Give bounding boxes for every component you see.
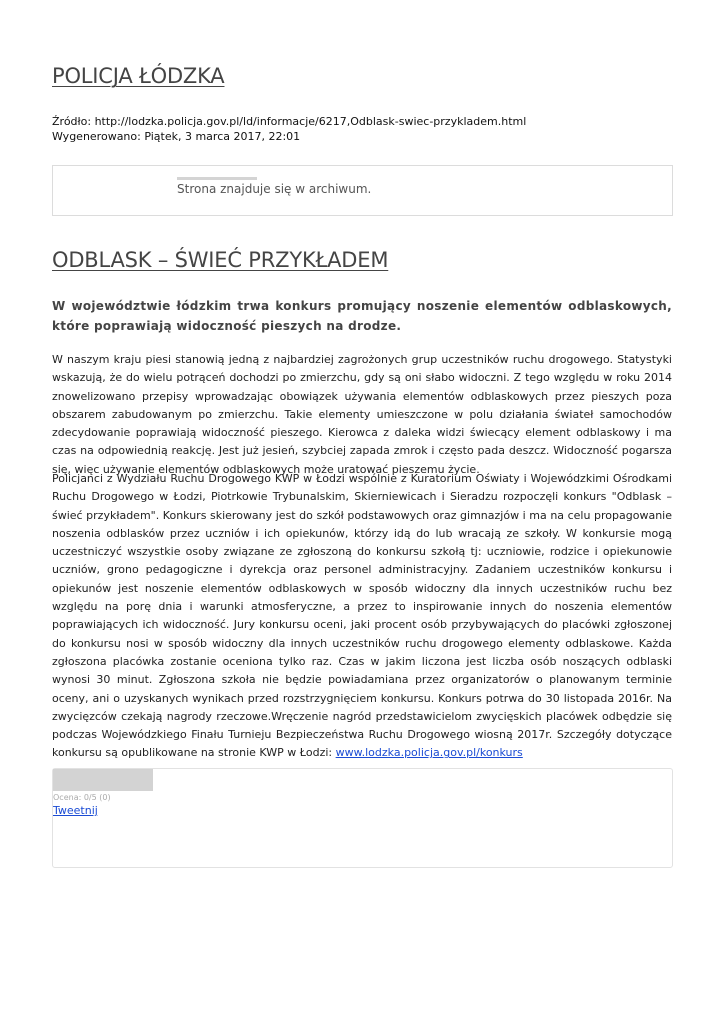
archive-notice: Strona znajduje się w archiwum.	[177, 182, 372, 196]
site-title: POLICJA ŁÓDZKA	[52, 64, 225, 88]
article-paragraph-2	[52, 470, 672, 763]
rating-box	[52, 768, 673, 868]
archive-bar	[177, 177, 257, 180]
konkurs-link[interactable]: www.lodzka.policja.gov.pl/konkurs	[335, 746, 523, 760]
archive-notice-box	[52, 165, 673, 216]
rating-stars-bar[interactable]	[53, 769, 153, 791]
generated-line: Wygenerowano: Piątek, 3 marca 2017, 22:01	[52, 130, 301, 143]
source-line: Źródło: http://lodzka.policja.gov.pl/ld/informacje/6217,Odblask-swiec-przykladem.html	[52, 115, 527, 128]
tweet-link[interactable]: Tweetnij	[53, 804, 98, 817]
rating-label: Ocena: 0/5 (0)	[53, 793, 111, 802]
article-paragraph-1: W naszym kraju piesi stanowią jedną z najbardziej zagrożonych grup uczestników ruchu drogowego. Statystyki wskazują, że do wielu potrąceń dochodzi po zmierzchu, gdy są oni słabo widoczni. Z tego względu w roku 2014 znowelizowano przepisy wprowadzając obowiązek używania elementów odblaskowych przez pieszych poza obszarem zabudowanym po zmierzchu. Takie elementy umieszczone w polu działania świateł samochodów zdecydowanie poprawiają widoczność pieszego. Kierowca z daleka widzi świecący element odblaskowy i ma czas na odpowiednią reakcję. Jest już jesień, szybciej zapada zmrok i często pada deszcz. Widoczność pogarsza się, więc używanie elementów odblaskowych może uratować pieszemu życie.	[52, 353, 672, 476]
print-meta	[52, 114, 526, 144]
article-paragraph-2-text: Policjanci z Wydziału Ruchu Drogowego KWP w Łodzi wspólnie z Kuratorium Oświaty i Wojewódzkimi Ośrodkami Ruchu Drogowego w Łodzi, Piotrkowie Trybunalskim, Skierniewicach i Sieradzu rozpoczęli konkurs "Odblask – świeć przykładem". Konkurs skierowany jest do szkół podstawowych oraz gimnazjów i ma na celu propagowanie noszenia odblasków przez uczniów i ich opiekunów, którzy idą do lub wracają ze szkoły. W konkursie mogą uczestniczyć wszystkie osoby związane ze zgłoszoną do konkursu szkołą tj: uczniowie, rodzice i opiekunowie uczniów, grono pedagogiczne i dyrekcja oraz personel administracyjny. Zadaniem uczestników konkursu i opiekunów jest noszenie elementów odblaskowych w sposób widoczny dla innych uczestników ruchu bez względu na porę dnia i warunki atmosferyczne, a przez to inspirowanie innych do noszenia elementów poprawiających ich widoczność. Jury konkursu oceni, jaki procent osób przybywających do placówki zgłoszonej do konkursu nosi w sposób widoczny dla innych uczestników ruchu drogowego elementy odblaskowe. Każda zgłoszona placówka zostanie oceniona tylko raz. Czas w jakim liczona jest liczba osób noszących odblaski wynosi 30 minut. Zgłoszona szkoła nie będzie powiadamiana przez organizatorów o planowanym terminie oceny, ani o uzyskanych wynikach przed rozstrzygnięciem konkursu. Konkurs potrwa do 30 listopada 2016r. Na zwycięzców czekają nagrody rzeczowe.Wręczenie nagród przedstawicielom zwycięskich placówek odbędzie się podczas Wojewódzkiego Finału Turnieju Bezpieczeństwa Ruchu Drogowego wiosną 2017r. Szczegóły dotyczące konkursu są opublikowane na stronie KWP w Łodzi:	[52, 472, 672, 760]
article-lead: W województwie łódzkim trwa konkurs promujący noszenie elementów odblaskowych, które poprawiają widoczność pieszych na drodze.	[52, 299, 672, 333]
article-title: ODBLASK – ŚWIEĆ PRZYKŁADEM	[52, 248, 389, 272]
